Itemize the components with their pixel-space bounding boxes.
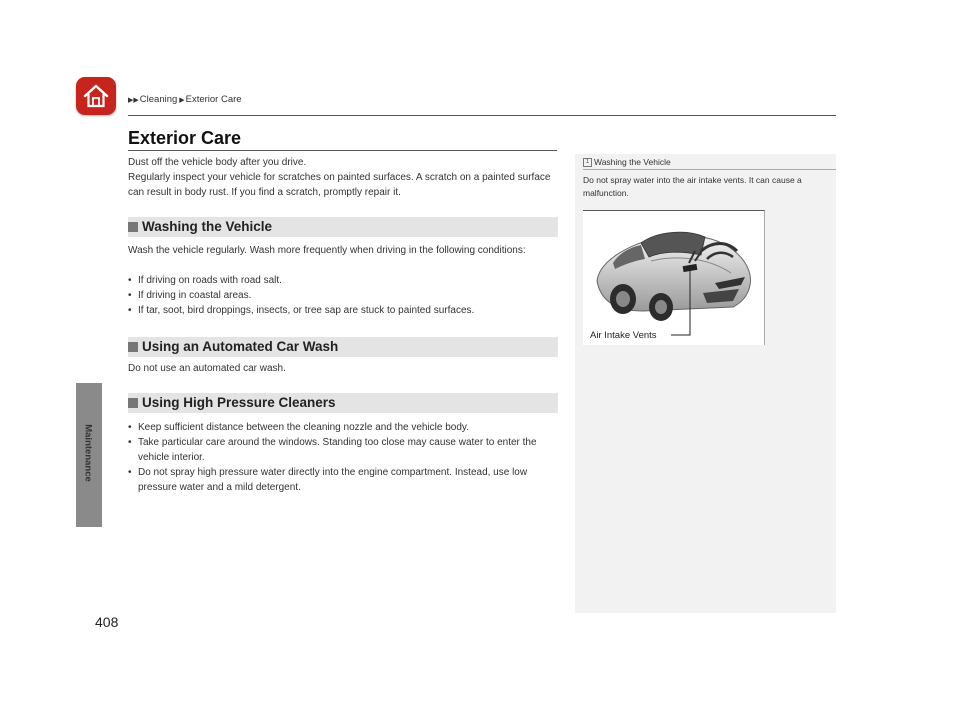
- list-item: • Do not spray high pressure water directly into the engine compartment. Instead, use low pressure water and a mild detergent.: [128, 465, 560, 495]
- section-square-icon: [128, 398, 138, 408]
- intro-line-2: Regularly inspect your vehicle for scratches on painted surfaces. A scratch on a painted surface can result in body rust. If you find a scratch, promptly repair it.: [128, 172, 551, 198]
- list-item: • If driving on roads with road salt.: [128, 273, 560, 288]
- page-number: 408: [95, 614, 119, 630]
- automated-wash-text: Do not use an automated car wash.: [128, 363, 286, 374]
- section-square-icon: [128, 222, 138, 232]
- section-heading-high-pressure: [128, 393, 558, 413]
- title-divider: [128, 150, 557, 151]
- list-item: • If driving in coastal areas.: [128, 288, 560, 303]
- home-button[interactable]: [76, 77, 116, 115]
- list-item: • If tar, soot, bird droppings, insects, or tree sap are stuck to painted surfaces.: [128, 303, 560, 318]
- section-heading-automated-wash: [128, 337, 558, 357]
- high-pressure-bullets: [128, 420, 560, 495]
- section-heading-text: Using High Pressure Cleaners: [142, 395, 336, 410]
- home-icon: [82, 82, 110, 110]
- intro-line-1: Dust off the vehicle body after you drive.: [128, 157, 307, 168]
- washing-text: Wash the vehicle regularly. Wash more frequently when driving in the following conditions:: [128, 245, 526, 256]
- note-marker-icon: 1: [583, 158, 592, 167]
- car-drawing: [583, 211, 764, 345]
- breadcrumb-arrow-icon: ▶▶: [128, 97, 139, 104]
- side-note-heading-text: Washing the Vehicle: [594, 157, 671, 167]
- section-heading-text: Using an Automated Car Wash: [142, 339, 339, 354]
- section-heading-washing: [128, 217, 558, 237]
- breadcrumb: [128, 94, 242, 105]
- side-note-text: Do not spray water into the air intake vents. It can cause a malfunction.: [583, 175, 802, 198]
- section-heading-text: Washing the Vehicle: [142, 219, 273, 234]
- page-title: Exterior Care: [128, 128, 242, 148]
- header-divider: [128, 115, 836, 116]
- list-item: • Take particular care around the windows. Standing too close may cause water to enter the vehicle interior.: [128, 435, 560, 465]
- image-callout-label: Air Intake Vents: [590, 330, 657, 341]
- section-square-icon: [128, 342, 138, 352]
- chapter-tab-label: [81, 398, 95, 508]
- chapter-label-text: Maintenance: [82, 424, 94, 482]
- washing-bullets: [128, 273, 560, 318]
- list-item: • Keep sufficient distance between the cleaning nozzle and the vehicle body.: [128, 420, 560, 435]
- side-note-heading[interactable]: [583, 157, 671, 167]
- breadcrumb-link-cleaning[interactable]: Cleaning: [139, 94, 178, 105]
- side-note-divider: [583, 169, 836, 170]
- breadcrumb-arrow-icon: ▶: [177, 97, 185, 104]
- breadcrumb-link-exterior-care[interactable]: Exterior Care: [185, 94, 242, 105]
- car-illustration: [583, 210, 765, 345]
